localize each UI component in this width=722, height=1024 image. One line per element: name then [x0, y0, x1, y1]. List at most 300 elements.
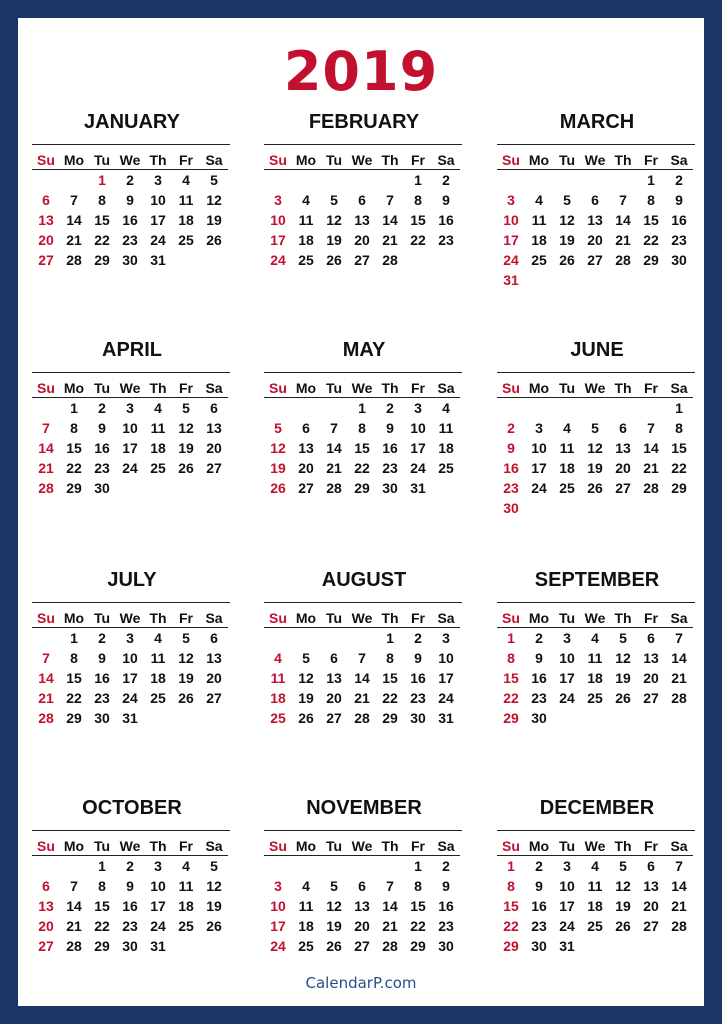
day-cell: 20: [298, 460, 314, 476]
day-cell: 27: [206, 460, 222, 476]
weekday-header: Sa: [665, 609, 693, 628]
weekday-header: Fr: [172, 609, 200, 628]
day-cell: 2: [386, 400, 394, 416]
month-divider: [497, 144, 695, 145]
day-cell: 6: [647, 630, 655, 646]
month-divider: [264, 602, 462, 603]
day-cell: 20: [206, 440, 222, 456]
day-cell: 23: [531, 690, 547, 706]
day-cell: 3: [442, 630, 450, 646]
day-cell: 6: [619, 420, 627, 436]
day-cell: 23: [671, 232, 687, 248]
day-cell: 30: [438, 938, 454, 954]
empty-day-cell: [553, 398, 581, 418]
day-cell: 21: [382, 232, 398, 248]
day-cell: 30: [531, 710, 547, 726]
day-cell: 7: [70, 878, 78, 894]
day-cell: 27: [298, 480, 314, 496]
month-name: APRIL: [102, 339, 162, 361]
day-cell: 31: [122, 710, 138, 726]
day-cell: 21: [38, 460, 54, 476]
month-divider: [32, 144, 230, 145]
empty-day-cell: [376, 856, 404, 876]
day-cell: 23: [503, 480, 519, 496]
weekday-header: Tu: [88, 151, 116, 170]
day-cell: 12: [559, 212, 575, 228]
weekday-header: Sa: [665, 151, 693, 170]
weekday-header: Su: [264, 379, 292, 398]
day-cell: 22: [354, 460, 370, 476]
day-cell: 18: [178, 212, 194, 228]
day-cell: 21: [671, 670, 687, 686]
day-grid: [264, 379, 464, 498]
empty-day-cell: [264, 628, 292, 648]
day-cell: 20: [354, 232, 370, 248]
day-cell: 28: [354, 710, 370, 726]
weekday-header: Su: [264, 151, 292, 170]
weekday-header: Th: [609, 837, 637, 856]
day-cell: 29: [354, 480, 370, 496]
day-cell: 19: [178, 440, 194, 456]
day-cell: 19: [615, 898, 631, 914]
day-cell: 11: [178, 192, 194, 208]
day-cell: 22: [503, 918, 519, 934]
day-cell: 21: [671, 898, 687, 914]
day-cell: 2: [507, 420, 515, 436]
day-cell: 1: [647, 172, 655, 188]
weekday-header: Fr: [637, 837, 665, 856]
weekday-header: We: [348, 151, 376, 170]
day-cell: 17: [150, 898, 166, 914]
day-cell: 12: [270, 440, 286, 456]
day-cell: 22: [94, 918, 110, 934]
day-cell: 11: [531, 212, 547, 228]
day-cell: 12: [587, 440, 603, 456]
day-cell: 9: [414, 650, 422, 666]
weekday-header: We: [116, 609, 144, 628]
day-cell: 19: [298, 690, 314, 706]
day-cell: 18: [150, 670, 166, 686]
day-cell: 15: [354, 440, 370, 456]
month-name: SEPTEMBER: [534, 569, 660, 591]
day-cell: 16: [94, 440, 110, 456]
day-cell: 8: [507, 878, 515, 894]
day-cell: 13: [206, 650, 222, 666]
day-cell: 31: [559, 938, 575, 954]
day-cell: 14: [671, 650, 687, 666]
weekday-header: Th: [144, 609, 172, 628]
day-cell: 11: [587, 878, 603, 894]
day-cell: 7: [42, 420, 50, 436]
day-cell: 9: [386, 420, 394, 436]
day-cell: 18: [587, 898, 603, 914]
month-divider: [497, 372, 695, 373]
day-cell: 19: [270, 460, 286, 476]
day-cell: 13: [326, 670, 342, 686]
day-cell: 6: [591, 192, 599, 208]
day-cell: 10: [150, 878, 166, 894]
day-cell: 7: [675, 858, 683, 874]
day-grid: [264, 151, 464, 270]
weekday-header: Th: [376, 609, 404, 628]
day-cell: 12: [178, 420, 194, 436]
day-cell: 1: [675, 400, 683, 416]
day-cell: 27: [354, 252, 370, 268]
day-cell: 12: [206, 192, 222, 208]
day-cell: 7: [70, 192, 78, 208]
empty-day-cell: [348, 170, 376, 190]
day-cell: 14: [615, 212, 631, 228]
day-cell: 7: [386, 192, 394, 208]
day-cell: 14: [66, 898, 82, 914]
day-cell: 1: [70, 400, 78, 416]
weekday-header: Tu: [553, 609, 581, 628]
empty-day-cell: [320, 628, 348, 648]
day-cell: 9: [442, 878, 450, 894]
day-cell: 6: [210, 400, 218, 416]
day-cell: 16: [94, 670, 110, 686]
day-cell: 19: [615, 670, 631, 686]
day-cell: 2: [442, 172, 450, 188]
day-cell: 14: [38, 440, 54, 456]
empty-day-cell: [553, 170, 581, 190]
day-cell: 8: [70, 420, 78, 436]
day-cell: 10: [270, 898, 286, 914]
day-grid: [497, 379, 697, 518]
day-cell: 16: [382, 440, 398, 456]
empty-day-cell: [292, 628, 320, 648]
day-cell: 11: [178, 878, 194, 894]
day-cell: 14: [382, 898, 398, 914]
month-march: [497, 110, 697, 290]
day-cell: 17: [270, 232, 286, 248]
weekday-header: Fr: [172, 151, 200, 170]
day-cell: 4: [591, 630, 599, 646]
day-cell: 1: [386, 630, 394, 646]
day-cell: 25: [438, 460, 454, 476]
day-cell: 19: [326, 918, 342, 934]
day-cell: 6: [302, 420, 310, 436]
weekday-header: Tu: [88, 837, 116, 856]
month-name: JULY: [107, 569, 157, 591]
day-cell: 8: [507, 650, 515, 666]
weekday-header: Th: [609, 151, 637, 170]
day-cell: 7: [386, 878, 394, 894]
weekday-header: Su: [497, 837, 525, 856]
day-cell: 29: [503, 938, 519, 954]
day-cell: 20: [354, 918, 370, 934]
day-cell: 18: [298, 918, 314, 934]
day-cell: 2: [98, 630, 106, 646]
day-cell: 29: [643, 252, 659, 268]
day-cell: 11: [587, 650, 603, 666]
day-cell: 2: [675, 172, 683, 188]
day-cell: 4: [302, 878, 310, 894]
day-cell: 30: [531, 938, 547, 954]
day-cell: 30: [122, 938, 138, 954]
weekday-header: Fr: [172, 379, 200, 398]
day-cell: 13: [643, 878, 659, 894]
day-cell: 28: [671, 918, 687, 934]
day-cell: 24: [150, 918, 166, 934]
day-cell: 20: [38, 232, 54, 248]
day-cell: 29: [94, 938, 110, 954]
day-cell: 1: [98, 858, 106, 874]
day-cell: 5: [182, 400, 190, 416]
day-cell: 19: [326, 232, 342, 248]
day-cell: 3: [274, 192, 282, 208]
month-name: JUNE: [570, 339, 624, 361]
weekday-header: Sa: [665, 837, 693, 856]
month-august: [264, 568, 464, 728]
weekday-header: Fr: [637, 609, 665, 628]
day-cell: 23: [94, 460, 110, 476]
day-cell: 17: [559, 670, 575, 686]
weekday-header: Tu: [320, 837, 348, 856]
month-divider: [32, 602, 230, 603]
day-cell: 14: [382, 212, 398, 228]
day-cell: 16: [438, 212, 454, 228]
day-cell: 24: [438, 690, 454, 706]
day-cell: 3: [563, 630, 571, 646]
day-cell: 22: [94, 232, 110, 248]
day-cell: 26: [178, 460, 194, 476]
weekday-header: Sa: [200, 379, 228, 398]
day-cell: 29: [66, 710, 82, 726]
day-cell: 6: [330, 650, 338, 666]
day-cell: 3: [563, 858, 571, 874]
day-cell: 19: [206, 212, 222, 228]
day-cell: 30: [503, 500, 519, 516]
day-cell: 23: [122, 232, 138, 248]
weekday-header: Mo: [292, 837, 320, 856]
day-cell: 24: [150, 232, 166, 248]
day-cell: 4: [154, 630, 162, 646]
day-cell: 18: [298, 232, 314, 248]
day-cell: 19: [559, 232, 575, 248]
day-cell: 29: [503, 710, 519, 726]
day-cell: 13: [206, 420, 222, 436]
day-cell: 29: [94, 252, 110, 268]
day-cell: 22: [671, 460, 687, 476]
day-cell: 7: [675, 630, 683, 646]
day-cell: 23: [122, 918, 138, 934]
day-cell: 3: [126, 630, 134, 646]
weekday-header: Mo: [60, 609, 88, 628]
day-cell: 11: [270, 670, 286, 686]
day-cell: 7: [619, 192, 627, 208]
day-cell: 10: [150, 192, 166, 208]
day-cell: 20: [326, 690, 342, 706]
day-cell: 9: [675, 192, 683, 208]
day-cell: 19: [178, 670, 194, 686]
day-cell: 31: [150, 938, 166, 954]
day-cell: 10: [531, 440, 547, 456]
day-cell: 9: [126, 192, 134, 208]
day-cell: 25: [559, 480, 575, 496]
weekday-header: Mo: [292, 609, 320, 628]
day-cell: 13: [354, 898, 370, 914]
day-cell: 15: [94, 212, 110, 228]
day-cell: 5: [330, 192, 338, 208]
day-cell: 13: [38, 898, 54, 914]
day-grid: [264, 837, 464, 956]
day-cell: 28: [671, 690, 687, 706]
day-cell: 15: [643, 212, 659, 228]
day-cell: 12: [615, 650, 631, 666]
day-cell: 17: [503, 232, 519, 248]
day-cell: 30: [671, 252, 687, 268]
empty-day-cell: [60, 856, 88, 876]
day-cell: 24: [503, 252, 519, 268]
day-cell: 16: [531, 898, 547, 914]
day-cell: 8: [414, 878, 422, 894]
day-cell: 7: [330, 420, 338, 436]
day-cell: 14: [643, 440, 659, 456]
day-cell: 1: [507, 630, 515, 646]
day-cell: 18: [438, 440, 454, 456]
day-cell: 16: [671, 212, 687, 228]
empty-day-cell: [637, 398, 665, 418]
day-cell: 6: [42, 192, 50, 208]
day-cell: 6: [42, 878, 50, 894]
weekday-header: Th: [376, 837, 404, 856]
day-cell: 27: [38, 252, 54, 268]
day-cell: 26: [615, 918, 631, 934]
day-cell: 1: [507, 858, 515, 874]
weekday-header: Mo: [292, 379, 320, 398]
weekday-header: We: [116, 379, 144, 398]
day-cell: 10: [410, 420, 426, 436]
day-cell: 1: [70, 630, 78, 646]
day-cell: 15: [503, 670, 519, 686]
month-name: FEBRUARY: [308, 111, 420, 133]
day-cell: 8: [358, 420, 366, 436]
day-cell: 2: [535, 858, 543, 874]
month-divider: [497, 830, 695, 831]
empty-day-cell: [264, 856, 292, 876]
day-cell: 26: [178, 690, 194, 706]
day-cell: 15: [503, 898, 519, 914]
day-cell: 22: [66, 690, 82, 706]
month-september: [497, 568, 697, 728]
day-cell: 5: [591, 420, 599, 436]
day-cell: 24: [122, 460, 138, 476]
day-cell: 17: [122, 440, 138, 456]
day-cell: 25: [298, 252, 314, 268]
weekday-header: We: [581, 837, 609, 856]
day-cell: 25: [587, 918, 603, 934]
day-cell: 26: [206, 232, 222, 248]
day-cell: 17: [150, 212, 166, 228]
day-cell: 7: [358, 650, 366, 666]
month-name: MARCH: [559, 111, 635, 133]
year-title: 2019: [283, 40, 439, 103]
weekday-header: Tu: [553, 151, 581, 170]
weekday-header: Su: [264, 837, 292, 856]
day-cell: 27: [38, 938, 54, 954]
day-cell: 2: [126, 858, 134, 874]
day-cell: 15: [382, 670, 398, 686]
weekday-header: Mo: [60, 837, 88, 856]
weekday-header: We: [581, 609, 609, 628]
weekday-header: Th: [609, 379, 637, 398]
day-grid: [497, 837, 697, 956]
day-cell: 28: [615, 252, 631, 268]
day-cell: 7: [42, 650, 50, 666]
day-cell: 11: [559, 440, 575, 456]
day-cell: 23: [410, 690, 426, 706]
day-cell: 6: [647, 858, 655, 874]
day-cell: 4: [182, 172, 190, 188]
day-cell: 21: [38, 690, 54, 706]
empty-day-cell: [320, 398, 348, 418]
day-cell: 17: [270, 918, 286, 934]
day-cell: 21: [615, 232, 631, 248]
day-cell: 4: [154, 400, 162, 416]
weekday-header: Mo: [525, 837, 553, 856]
weekday-header: Th: [144, 151, 172, 170]
day-cell: 27: [643, 690, 659, 706]
weekday-header: Su: [32, 609, 60, 628]
weekday-header: Fr: [404, 151, 432, 170]
day-cell: 5: [563, 192, 571, 208]
weekday-header: Fr: [404, 379, 432, 398]
day-cell: 26: [298, 710, 314, 726]
day-cell: 4: [274, 650, 282, 666]
empty-day-cell: [525, 398, 553, 418]
day-cell: 27: [206, 690, 222, 706]
day-cell: 25: [531, 252, 547, 268]
day-cell: 22: [66, 460, 82, 476]
day-cell: 25: [178, 918, 194, 934]
day-cell: 28: [38, 710, 54, 726]
day-cell: 3: [274, 878, 282, 894]
weekday-header: Th: [144, 837, 172, 856]
weekday-header: Th: [144, 379, 172, 398]
day-cell: 4: [442, 400, 450, 416]
day-cell: 31: [150, 252, 166, 268]
day-cell: 28: [66, 938, 82, 954]
day-cell: 30: [410, 710, 426, 726]
month-name: NOVEMBER: [306, 797, 422, 819]
empty-day-cell: [32, 170, 60, 190]
day-cell: 17: [531, 460, 547, 476]
empty-day-cell: [609, 398, 637, 418]
day-cell: 10: [122, 420, 138, 436]
day-cell: 17: [122, 670, 138, 686]
month-december: [497, 796, 697, 956]
day-cell: 14: [326, 440, 342, 456]
day-cell: 23: [382, 460, 398, 476]
weekday-header: Fr: [172, 837, 200, 856]
day-grid: [32, 151, 232, 270]
day-cell: 13: [643, 650, 659, 666]
weekday-header: Sa: [432, 837, 460, 856]
day-cell: 23: [94, 690, 110, 706]
day-cell: 17: [410, 440, 426, 456]
day-cell: 14: [354, 670, 370, 686]
day-cell: 3: [535, 420, 543, 436]
day-cell: 12: [326, 212, 342, 228]
day-cell: 15: [94, 898, 110, 914]
footer-site-label[interactable]: CalendarP.com: [305, 974, 417, 992]
day-cell: 20: [587, 232, 603, 248]
weekday-header: Mo: [292, 151, 320, 170]
day-cell: 8: [386, 650, 394, 666]
day-cell: 9: [535, 650, 543, 666]
month-divider: [32, 830, 230, 831]
